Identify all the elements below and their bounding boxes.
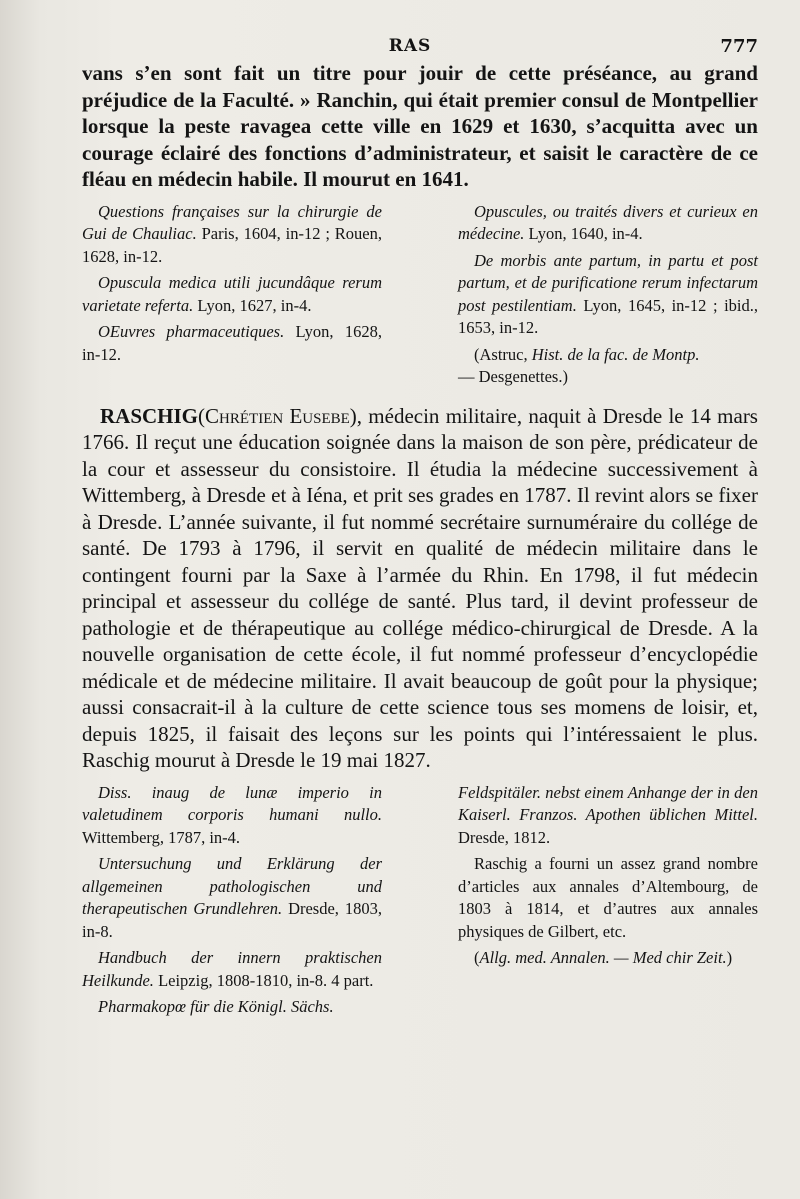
source-title: Hist. de la fac. de Montp. — [531, 344, 700, 364]
article-firstnames: (Chrétien Eusebe) — [198, 403, 357, 428]
bib-details: Dresde, 1812. — [458, 827, 551, 847]
source-close: — Desgenettes.) — [458, 367, 568, 386]
intro-paragraph: vans s’en sont fait un titre pour jouir de cette préséance, au grand préjudice de la Faculté. » Ranchin, qui était premier consul de Montpellier lorsque la peste ravagea cette ville en 1629 et 1630, s’acquitta avec un courage éclairé des fonctions d’administrateur, et saisit le caractère de ce fléau en médecin habile. Il mourut en 1641. — [82, 61, 758, 191]
bib-entry — [458, 201, 758, 246]
raschig-bibliography — [82, 782, 758, 1023]
bib-title: Pharmakopœ für die Königl. Sächs. — [98, 997, 334, 1016]
bib-entry — [82, 853, 382, 943]
bib-entry — [82, 321, 382, 366]
bib-note — [458, 853, 758, 943]
bib-details: Lyon, 1640, in-4. — [524, 224, 643, 243]
bib-title: OEuvres pharmaceutiques. — [98, 322, 285, 341]
bib-title: De morbis ante partum, in partu et post partum, et de purificatione rerum infectarum post pestilentiam. — [458, 250, 758, 315]
bib-details: Leipzig, 1808-1810, in-8. 4 part. — [153, 970, 374, 990]
raschig-bibliography-left — [82, 782, 382, 1023]
bib-title: Opuscula medica utili jucundâque rerum varietate referta. — [82, 273, 382, 315]
raschig-article — [82, 403, 758, 774]
bib-details: Wittemberg, 1787, in-4. — [82, 827, 241, 847]
page-number: 777 — [720, 36, 758, 57]
ranchin-bibliography — [82, 201, 758, 393]
ranchin-bibliography-left — [82, 201, 382, 393]
bib-details: Paris, 1604, in-12 ; Rouen, 1628, in-12. — [82, 224, 382, 266]
bib-entry — [458, 250, 758, 340]
bib-details: Dresde, 1803, in-8. — [82, 899, 382, 941]
bib-details: Lyon, 1628, in-12. — [82, 322, 382, 364]
bib-entry — [82, 782, 382, 850]
bib-entry — [82, 947, 382, 992]
running-title: RAS — [388, 36, 432, 56]
bib-title: Opuscules, ou traités divers et curieux en médecine. — [458, 201, 758, 243]
bib-note-text: Raschig a fourni un assez grand nombre d’articles aux annales d’Altembourg, de 1803 à 1814, et d’autres aux annales physiques de Gilbert, etc. — [458, 854, 758, 941]
source-close: ) — [726, 948, 733, 967]
bib-source — [458, 344, 758, 389]
bib-entry — [82, 272, 382, 317]
article-name: RASCHIG — [100, 403, 199, 428]
source-title: Allg. med. Annalen. — Med chir Zeit. — [479, 948, 727, 967]
bib-title: Questions françaises sur la chirurgie de Gui de Chauliac. — [82, 201, 382, 243]
bib-source — [458, 947, 758, 970]
bib-entry — [458, 782, 758, 850]
bib-title: Diss. inaug de lunæ imperio in valetudinem corporis humani nullo. — [82, 782, 382, 824]
bib-entry — [82, 996, 382, 1019]
bib-title: Untersuchung und Erklärung der allgemeinen pathologischen und therapeutischen Grundlehren. — [82, 854, 382, 918]
article-body: , médecin militaire, naquit à Dresde le 14 mars 1766. Il reçut une éducation soignée dans la maison de son père, prédicateur de la cour et assesseur du consistoire. Il étudia la médecine successivement à Wittemberg, à Dresde et à Iéna, et prit ses grades en 1787. Il revint alors se fixer à Dresde. L’année suivante, il fut nommé secrétaire surnuméraire du collége de santé. De 1793 à 1796, il servit en qualité de médecin militaire dans le contingent fourni par la Saxe à l’armée du Rhin. En 1798, il fut médecin principal et assesseur du collége de santé. Plus tard, il devint professeur de pathologie et de thérapeutique au collége médico-chirurgical de Dresde. A la nouvelle organisation de cette école, il fut nommé professeur d’encyclopédie médicale et de médecine militaire. Il avait beaucoup de goût pour la physique; aussi consacrait-il à la culture de cette science tous ses momens de loisir, et, depuis 1825, il faisait des leçons sur les points qui l’intéressaient le plus. Raschig mourut à Dresde le 19 mai 1827. — [82, 403, 758, 772]
bib-details: Lyon, 1627, in-4. — [193, 295, 312, 315]
source-open: ( — [474, 948, 480, 967]
bib-title: Handbuch der innern praktischen Heilkunde. — [82, 948, 382, 990]
raschig-bibliography-right — [458, 782, 758, 1023]
source-open: (Astruc, — [474, 344, 532, 364]
ranchin-bibliography-right — [458, 201, 758, 393]
bib-entry — [82, 201, 382, 269]
bib-details: Lyon, 1645, in-12 ; ibid., 1653, in-12. — [458, 295, 758, 337]
bib-title: Feldspitäler. nebst einem Anhange der in den Kaiserl. Franzos. Apothen üblichen Mittel. — [458, 782, 758, 824]
running-head — [82, 30, 758, 60]
